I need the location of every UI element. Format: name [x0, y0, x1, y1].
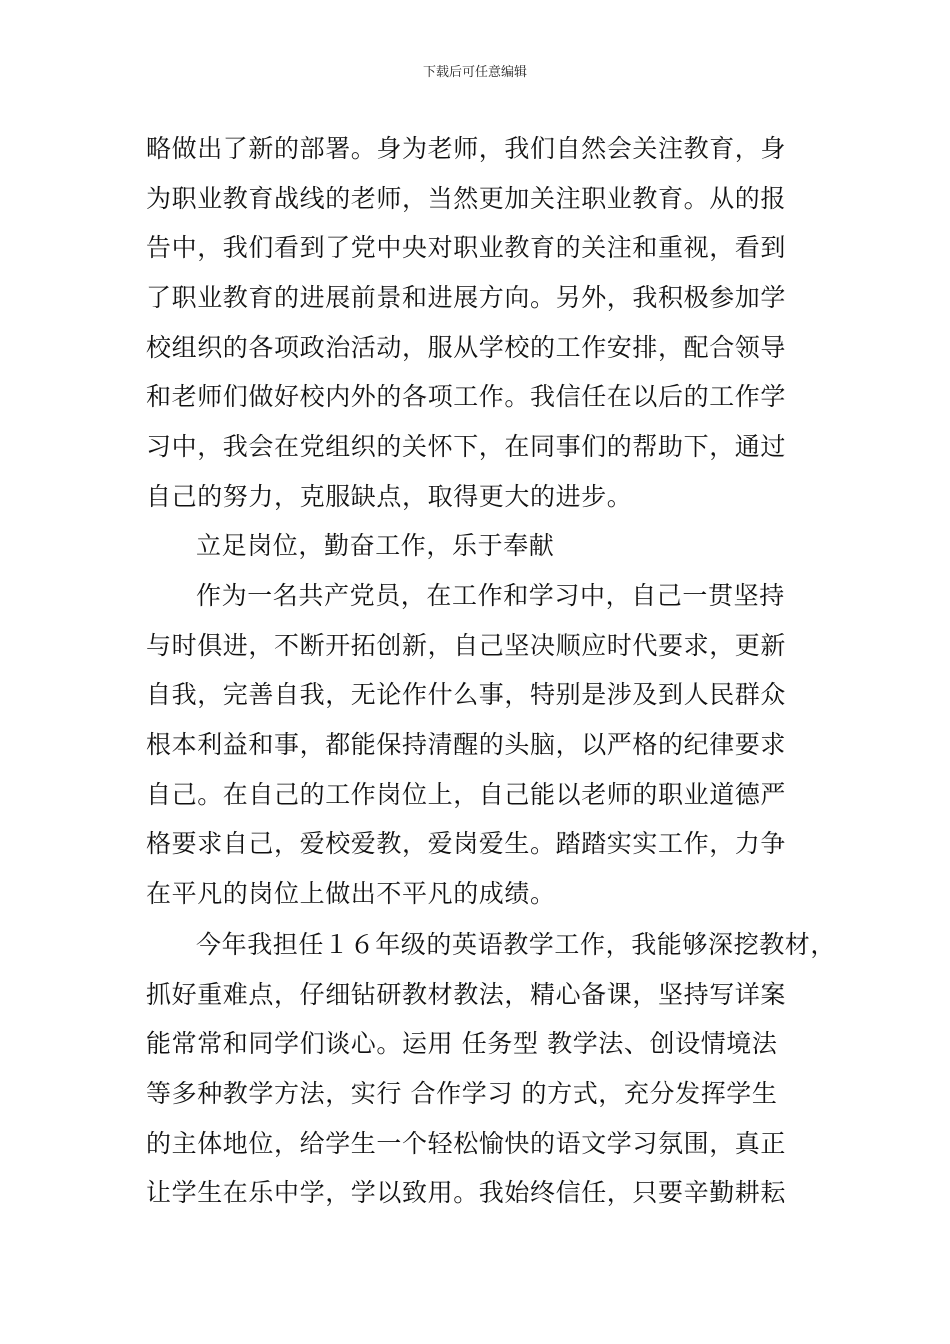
text-line: 的主体地位，给学生一个轻松愉快的语文学习氛围，真正 [146, 1129, 787, 1158]
text-line: 告中，我们看到了党中央对职业教育的关注和重视，看到 [146, 233, 787, 262]
text-line: 格要求自己，爱校爱教，爱岗爱生。踏踏实实工作，力争 [146, 829, 787, 858]
page-header: 下载后可任意编辑 [422, 65, 527, 80]
text-line: 自己的努力，克服缺点，取得更大的进步。 [146, 482, 633, 511]
text-line: 自己。在自己的工作岗位上，自己能以老师的职业道德严 [146, 780, 787, 809]
text-line: 让学生在乐中学，学以致用。我始终信任，只要辛勤耕耘 [146, 1178, 787, 1207]
text-line: 习中，我会在党组织的关怀下，在同事们的帮助下，通过 [146, 432, 787, 461]
text-line: 今年我担任１６年级的英语教学工作，我能够深挖教材， [196, 930, 837, 959]
text-line: 能常常和同学们谈心。运用 任务型 教学法、创设情境法 [146, 1029, 778, 1058]
section-heading: 立足岗位，勤奋工作，乐于奉献 [196, 531, 555, 560]
text-line: 作为一名共产党员，在工作和学习中，自己一贯坚持 [196, 581, 785, 610]
text-line: 在平凡的岗位上做出不平凡的成绩。 [146, 879, 556, 908]
text-line: 了职业教育的进展前景和进展方向。另外，我积极参加学 [146, 283, 787, 312]
text-line: 抓好重难点，仔细钻研教材教法，精心备课，坚持写详案 [146, 980, 787, 1009]
text-line: 根本利益和事，都能保持清醒的头脑，以严格的纪律要求 [146, 730, 787, 759]
text-line: 与时俱进，不断开拓创新，自己坚决顺应时代要求，更新 [146, 631, 787, 660]
text-line: 自我，完善自我，无论作什么事，特别是涉及到人民群众 [146, 680, 787, 709]
text-line: 略做出了新的部署。身为老师，我们自然会关注教育，身 [146, 134, 787, 163]
text-line: 等多种教学方法，实行 合作学习 的方式，充分发挥学生 [146, 1079, 778, 1108]
text-line: 和老师们做好校内外的各项工作。我信任在以后的工作学 [146, 382, 787, 411]
text-line: 校组织的各项政治活动，服从学校的工作安排，配合领导 [146, 333, 787, 362]
text-line: 为职业教育战线的老师，当然更加关注职业教育。从的报 [146, 184, 787, 213]
